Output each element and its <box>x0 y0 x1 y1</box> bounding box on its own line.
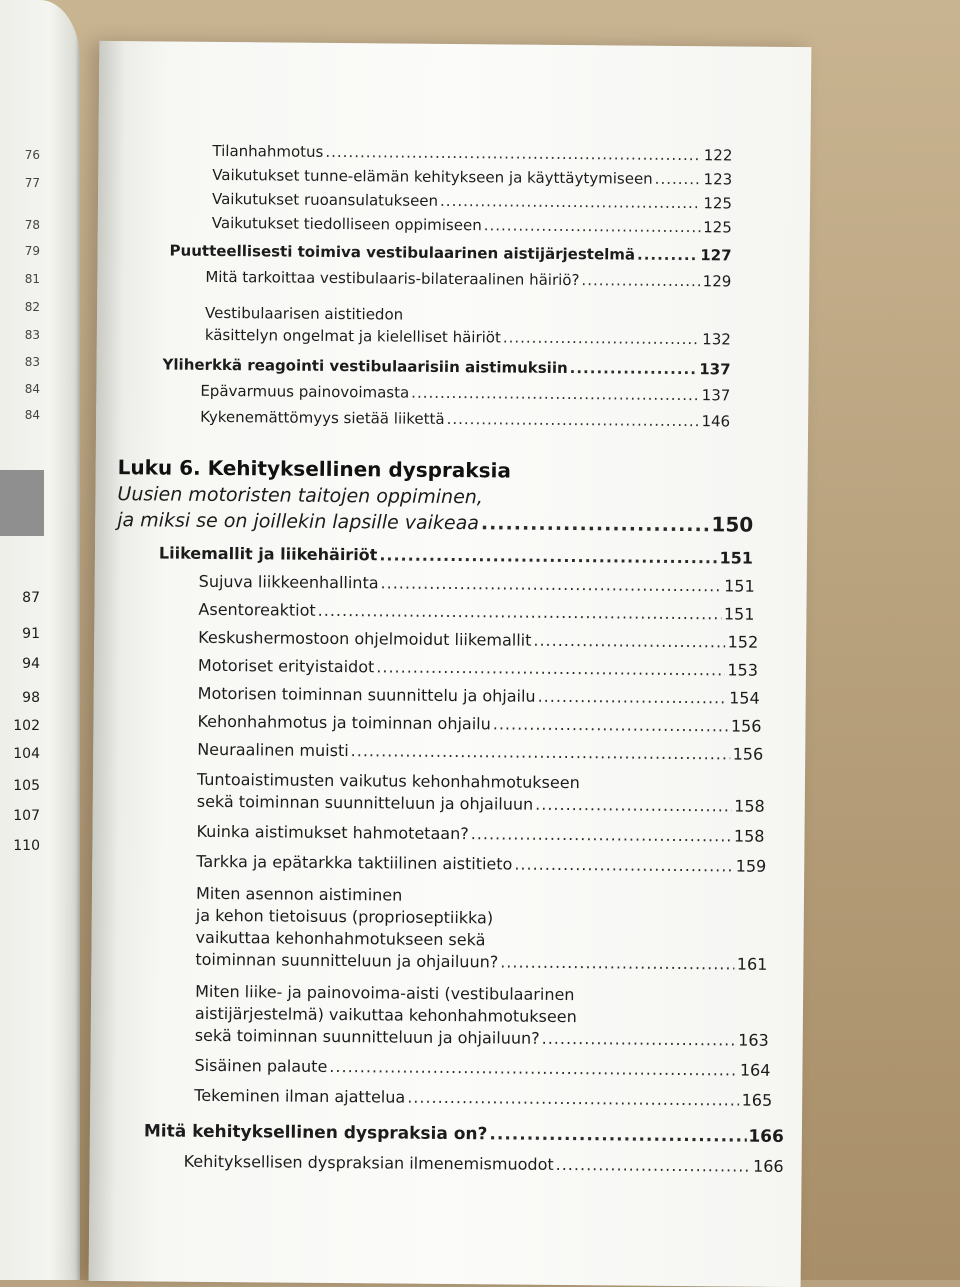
toc-entry <box>198 628 758 652</box>
toc-entry <box>205 268 731 291</box>
toc-entry-line: ja kehon tietoisuus (proprioseptiikka) <box>195 905 494 928</box>
toc-entry <box>212 214 732 237</box>
toc-leader <box>581 271 700 290</box>
toc-entry-label: Tilanhahmotus <box>212 141 324 161</box>
toc-leader <box>503 328 700 348</box>
toc-entry-page: 156 <box>732 744 764 764</box>
toc-leader <box>407 1088 740 1110</box>
left-page-number: 83 <box>24 328 40 342</box>
toc-entry-page: 153 <box>727 660 759 680</box>
toc-leader <box>500 952 735 973</box>
toc-entry <box>200 382 730 405</box>
toc-entry-page: 165 <box>741 1090 773 1110</box>
toc-entry-label: Asentoreaktiot <box>198 599 316 620</box>
left-page-number: 91 <box>22 626 40 642</box>
left-page-number: 102 <box>13 718 40 734</box>
toc-leader <box>471 824 732 845</box>
toc-section-entry <box>159 543 753 567</box>
toc-leader <box>538 687 728 708</box>
toc-leader <box>484 216 702 236</box>
left-page-number: 76 <box>24 148 40 162</box>
toc-entry <box>194 1056 770 1080</box>
toc-entry <box>212 190 732 213</box>
toc-entry-line: Miten liike- ja painovoima-aisti (vestibulaarinen <box>195 981 575 1005</box>
toc-leader <box>318 601 722 624</box>
toc-entry <box>197 740 763 764</box>
toc-entry-page: 163 <box>738 1030 769 1050</box>
gray-block <box>0 470 44 536</box>
toc-entry-page: 151 <box>724 576 755 596</box>
toc-leader <box>411 384 700 405</box>
toc-entry-page: 151 <box>723 604 755 624</box>
left-page-number: 79 <box>24 244 40 258</box>
toc-entry-page: 127 <box>700 246 732 265</box>
toc-entry-page: 152 <box>727 632 759 652</box>
toc-entry <box>212 166 732 189</box>
toc-leader <box>376 657 725 679</box>
toc-entry-page: 125 <box>703 194 733 213</box>
left-page-number: 77 <box>24 176 40 190</box>
chapter-entry <box>117 507 753 537</box>
left-page-fragment <box>0 204 8 218</box>
toc-entry-label: sekä toiminnan suunnitteluun ja ohjailuun <box>196 791 534 814</box>
toc-entry-page: 122 <box>703 146 733 165</box>
toc-entry-page: 156 <box>730 716 762 736</box>
toc-entry-label: Mitä tarkoittaa vestibulaaris-bilateraalinen häiriö? <box>205 267 580 290</box>
toc-leader <box>379 545 717 567</box>
chapter-subtitle-line: Uusien motoristen taitojen oppiminen, <box>117 483 483 509</box>
toc-entry-label: Yliherkkä reagointi vestibulaarisiin aistimuksiin <box>162 355 568 378</box>
toc-leader <box>570 359 698 378</box>
toc-entry-label: Vaikutukset ruoansulatukseen <box>211 189 439 210</box>
toc-leader <box>440 192 701 212</box>
toc-entry-label: Puutteellisesti toimiva vestibulaarinen aistijärjestelmä <box>169 241 636 264</box>
toc-leader <box>380 573 722 595</box>
chapter-subtitle-line: ja miksi se on joillekin lapsille vaikeaa <box>117 509 480 535</box>
toc-entry-label: Liikemallit ja liikehäiriöt <box>158 543 378 565</box>
left-page-number: 105 <box>13 778 40 794</box>
toc-entry-label: Tarkka ja epätarkka taktiilinen aistitieto <box>196 851 513 874</box>
toc-leader <box>556 1155 752 1176</box>
left-page-number: 84 <box>24 382 40 396</box>
toc-entry-label: toiminnan suunnitteluun ja ohjailuun? <box>195 949 499 972</box>
toc-section-entry <box>144 1121 784 1147</box>
toc-entry-label: Sisäinen palaute <box>194 1055 328 1076</box>
toc-entry <box>196 822 764 846</box>
toc-entry-label: Tekeminen ilman ajattelua <box>194 1085 406 1107</box>
toc-leader <box>351 741 731 763</box>
toc-entry-line: vaikuttaa kehonhahmotukseen sekä <box>195 927 486 950</box>
left-page-number: 83 <box>24 355 40 369</box>
toc-section-entry <box>170 242 732 265</box>
toc-entry <box>198 684 760 708</box>
toc-leader <box>542 1029 737 1050</box>
left-page-number: 81 <box>24 272 40 286</box>
toc-entry <box>197 792 765 816</box>
toc-entry-line: Tuntoaistimusten vaikutus kehonhahmotukseen <box>196 769 580 793</box>
left-page-number: 107 <box>13 808 40 824</box>
toc-leader <box>655 170 702 188</box>
toc-entry-page: 146 <box>701 412 731 431</box>
toc-entry <box>205 326 731 349</box>
toc-entry-line: Miten asennon aistiminen <box>195 883 403 905</box>
toc-entry-page: 161 <box>736 954 768 974</box>
toc-entry-line: aistijärjestelmä) vaikuttaa kehonhahmotukseen <box>194 1003 577 1027</box>
toc-entry <box>195 1026 769 1050</box>
toc-entry-page: 123 <box>703 170 733 189</box>
toc-leader <box>493 714 729 735</box>
toc-entry <box>212 142 732 165</box>
toc-leader <box>329 1057 738 1080</box>
toc-leader <box>514 855 733 876</box>
left-page-number: 87 <box>22 590 40 606</box>
toc-entry-page: 137 <box>699 360 731 379</box>
toc-entry <box>195 950 767 974</box>
left-page-number: 82 <box>24 300 40 314</box>
toc-entry-label: Motoriset erityistaidot <box>197 655 375 677</box>
left-page-number: 94 <box>22 656 40 672</box>
toc-entry-label: Kehityksellisen dyspraksian ilmenemismuodot <box>183 1151 554 1174</box>
toc-entry-page: 158 <box>734 796 765 816</box>
toc-leader <box>481 512 710 536</box>
chapter-title: Luku 6. Kehityksellinen dyspraksia <box>117 455 511 483</box>
toc-entry <box>198 600 754 624</box>
toc-entry-label: Epävarmuus painovoimasta <box>200 381 410 402</box>
toc-entry-line: Vestibulaarisen aistitiedon <box>204 303 404 324</box>
toc-leader <box>489 1124 746 1146</box>
toc-entry <box>184 1152 784 1176</box>
toc-leader <box>535 795 732 816</box>
left-page-number: 78 <box>24 218 40 232</box>
toc-entry <box>199 572 755 596</box>
left-page <box>0 0 80 1280</box>
toc-entry-label: sekä toiminnan suunnitteluun ja ohjailuun? <box>194 1025 540 1048</box>
left-page-number: 98 <box>22 690 40 706</box>
chapter-heading <box>118 455 511 482</box>
toc-leader <box>533 631 725 652</box>
toc-entry-page: 164 <box>739 1060 771 1080</box>
toc-entry-page: 154 <box>729 688 760 708</box>
toc-entry <box>200 408 730 431</box>
toc-entry-page: 129 <box>702 272 732 291</box>
toc-entry <box>197 712 761 736</box>
toc-leader <box>325 143 702 164</box>
toc-entry-page: 137 <box>701 386 731 405</box>
toc-entry-label: Mitä kehityksellinen dyspraksia on? <box>143 1121 488 1145</box>
toc-entry-page: 166 <box>752 1156 784 1176</box>
toc-entry-page: 151 <box>719 548 754 568</box>
toc-entry-label: Kykenemättömyys sietää liikettä <box>200 407 445 428</box>
toc-entry-label: Keskushermostoon ohjelmoidut liikemallit <box>198 627 532 650</box>
toc-entry-label: Vaikutukset tiedolliseen oppimiseen <box>211 213 482 235</box>
toc-entry-page: 125 <box>703 218 732 237</box>
toc-entry-page: 159 <box>735 856 767 876</box>
toc-entry <box>198 656 758 680</box>
toc-entry-label: Kuinka aistimukset hahmotetaan? <box>196 821 469 844</box>
left-page-number: 110 <box>13 838 40 854</box>
chapter-page: 150 <box>711 512 754 537</box>
left-page-number: 84 <box>24 408 40 422</box>
toc-leader <box>637 246 698 265</box>
toc-section-entry <box>163 355 731 378</box>
toc-entry-label: Sujuva liikkeenhallinta <box>198 571 379 593</box>
toc-entry-label: Vaikutukset tunne-elämän kehitykseen ja käyttäytymiseen <box>212 165 653 188</box>
book-page <box>89 41 812 1287</box>
toc-entry-label: Kehonhahmotus ja toiminnan ohjailu <box>197 711 491 734</box>
toc-entry-page: 158 <box>733 826 765 846</box>
toc-entry-label: Neuraalinen muisti <box>197 739 349 761</box>
toc-entry <box>194 1086 772 1110</box>
toc-entry <box>196 852 766 876</box>
left-page-number: 104 <box>13 746 40 762</box>
toc-leader <box>447 410 700 430</box>
toc-entry-page: 132 <box>702 330 731 349</box>
toc-entry-label: Motorisen toiminnan suunnittelu ja ohjailu <box>197 683 536 706</box>
toc-entry-label: käsittelyn ongelmat ja kielelliset häiriöt <box>204 325 501 347</box>
toc-entry-page: 166 <box>748 1126 784 1147</box>
